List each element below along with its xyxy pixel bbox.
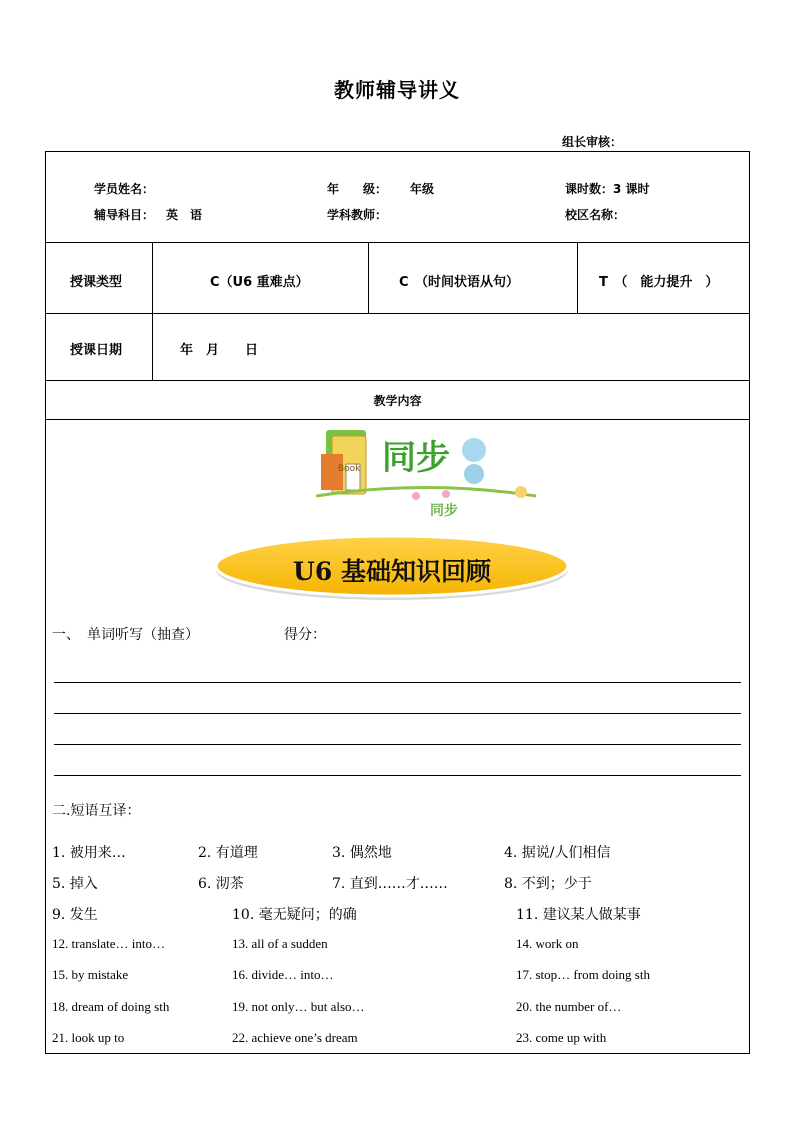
phrase-item: 7. 直到……才…… [332,876,448,892]
row-divider [46,380,749,381]
phrase-item: 16. divide… into… [232,967,334,982]
phrase-item: 9. 发生 [52,907,98,923]
column-divider [577,242,578,313]
campus-label: 校区名称： [565,208,626,222]
phrase-item: 21. look up to [52,1030,125,1045]
row-divider [46,419,749,420]
logo-sub-text: 同步 [430,503,458,519]
phrase-item: 20. the number of… [516,999,622,1014]
document-title: 教师辅导讲义 [334,78,460,102]
grade-value: 年级 [410,182,435,196]
answer-line[interactable] [54,775,741,776]
lesson-type-c1: C（U6 重难点） [210,275,309,290]
grade-label: 年 级： [327,182,388,196]
column-divider [152,242,153,380]
phrase-item: 15. by mistake [52,967,129,982]
reviewer-label: 组长审核： [562,135,623,149]
column-divider [368,242,369,313]
phrase-item: 4. 据说/人们相信 [504,845,611,861]
phrase-item: 14. work on [516,936,579,951]
phrase-item: 13. all of a sudden [232,936,328,951]
answer-line[interactable] [54,713,741,714]
phrase-item: 22. achieve one’s dream [232,1030,358,1045]
phrase-item: 18. dream of doing sth [52,999,170,1014]
phrase-item: 11. 建议某人做某事 [516,907,641,923]
banner-title: U6 基础知识回顾 [293,557,491,586]
student-name-label: 学员姓名： [94,182,155,196]
teacher-label: 学科教师： [327,208,388,222]
logo-book-label: Book [338,464,361,474]
sync-logo [316,424,536,519]
content-header: 教学内容 [373,394,422,408]
lesson-date-value: 年 月 日 [180,343,259,358]
phrase-item: 12. translate… into… [52,936,166,951]
phrase-item: 19. not only… but also… [232,999,365,1014]
phrase-item: 6. 沏茶 [198,876,244,892]
phrase-item: 8. 不到；少于 [504,876,592,892]
phrase-item: 2. 有道理 [198,845,258,861]
lesson-type-t: T （ 能力提升 ） [599,275,719,290]
phrase-item: 5. 掉入 [52,876,98,892]
phrase-item: 3. 偶然地 [332,845,392,861]
dictation-section-label: 一、 单词听写（抽查） [52,627,199,643]
answer-line[interactable] [54,682,741,683]
lesson-type-label: 授课类型 [70,275,123,290]
lesson-table [45,151,750,1054]
phrase-item: 1. 被用来… [52,845,126,861]
phrase-item: 10. 毫无疑问；的确 [232,907,357,923]
subject-label: 辅导科目： [94,208,155,222]
phrase-section-label: 二.短语互译： [52,803,141,819]
logo-main-text: 同步 [382,438,450,478]
lesson-type-c2: C （时间状语从句） [399,275,520,290]
phrase-item: 17. stop… from doing sth [516,967,650,982]
lesson-date-label: 授课日期 [70,343,123,358]
subject-value: 英 语 [166,208,203,222]
answer-line[interactable] [54,744,741,745]
section-banner [212,534,572,602]
class-hours: 课时数：3 课时 [565,182,650,196]
score-label: 得分： [284,627,326,643]
phrase-item: 23. come up with [516,1030,607,1045]
